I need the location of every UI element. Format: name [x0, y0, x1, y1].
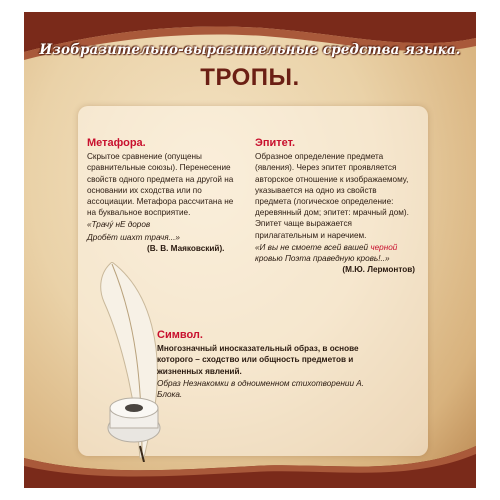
symbol-example: Образ Незнакомки в одноименном стихотворении А. Блока.: [157, 378, 365, 400]
epithet-quote-end: кровью Поэта праведную кровь!..»: [255, 254, 390, 264]
metaphor-quote-line2: Дробёт шахт трачя...»: [87, 232, 180, 242]
metaphor-heading: Метафора.: [87, 137, 146, 149]
metaphor-definition: Скрытое сравнение (опущены сравнительные союзы). Перенесение свойств одного предмета на другой на основании их сходства или по ассоциации. Метафора рассчитана не на буквальное восприятие.: [87, 152, 234, 218]
epithet-definition: Образное определение предмета (явления). Через эпитет проявляется авторское отношение к изображаемому, указывается на одно из свойств предмета (логическое определение: деревянный дом; эпитет: мрачный дом). Эпитет чаще выражается прилагательным и наречием.: [255, 152, 409, 240]
symbol-definition: Многозначный иносказательный образ, в основе которого – сходство или общность предметов и жизненных явлений.: [157, 344, 359, 376]
metaphor-attribution: (В. В. Маяковский).: [147, 243, 225, 253]
epithet-quote: [255, 242, 415, 264]
symbol-block: [157, 330, 387, 400]
poster-title: Изобразительно-выразительные средства языка.: [39, 42, 461, 58]
symbol-heading: Символ.: [157, 329, 203, 341]
epithet-quote-start: «И вы не смоете всей вашей: [255, 242, 371, 252]
metaphor-quote-line1: «Трачу́ нЕ доров: [87, 220, 151, 230]
inkwell-icon: [104, 388, 164, 448]
metaphor-block: [87, 138, 237, 254]
epithet-heading: Эпитет.: [255, 137, 296, 149]
poster-subtitle: ТРОПЫ.: [200, 64, 300, 91]
epithet-block: [255, 138, 415, 275]
epithet-quote-highlight: черной: [370, 242, 398, 252]
epithet-attribution: (М.Ю. Лермонтов): [342, 265, 415, 275]
